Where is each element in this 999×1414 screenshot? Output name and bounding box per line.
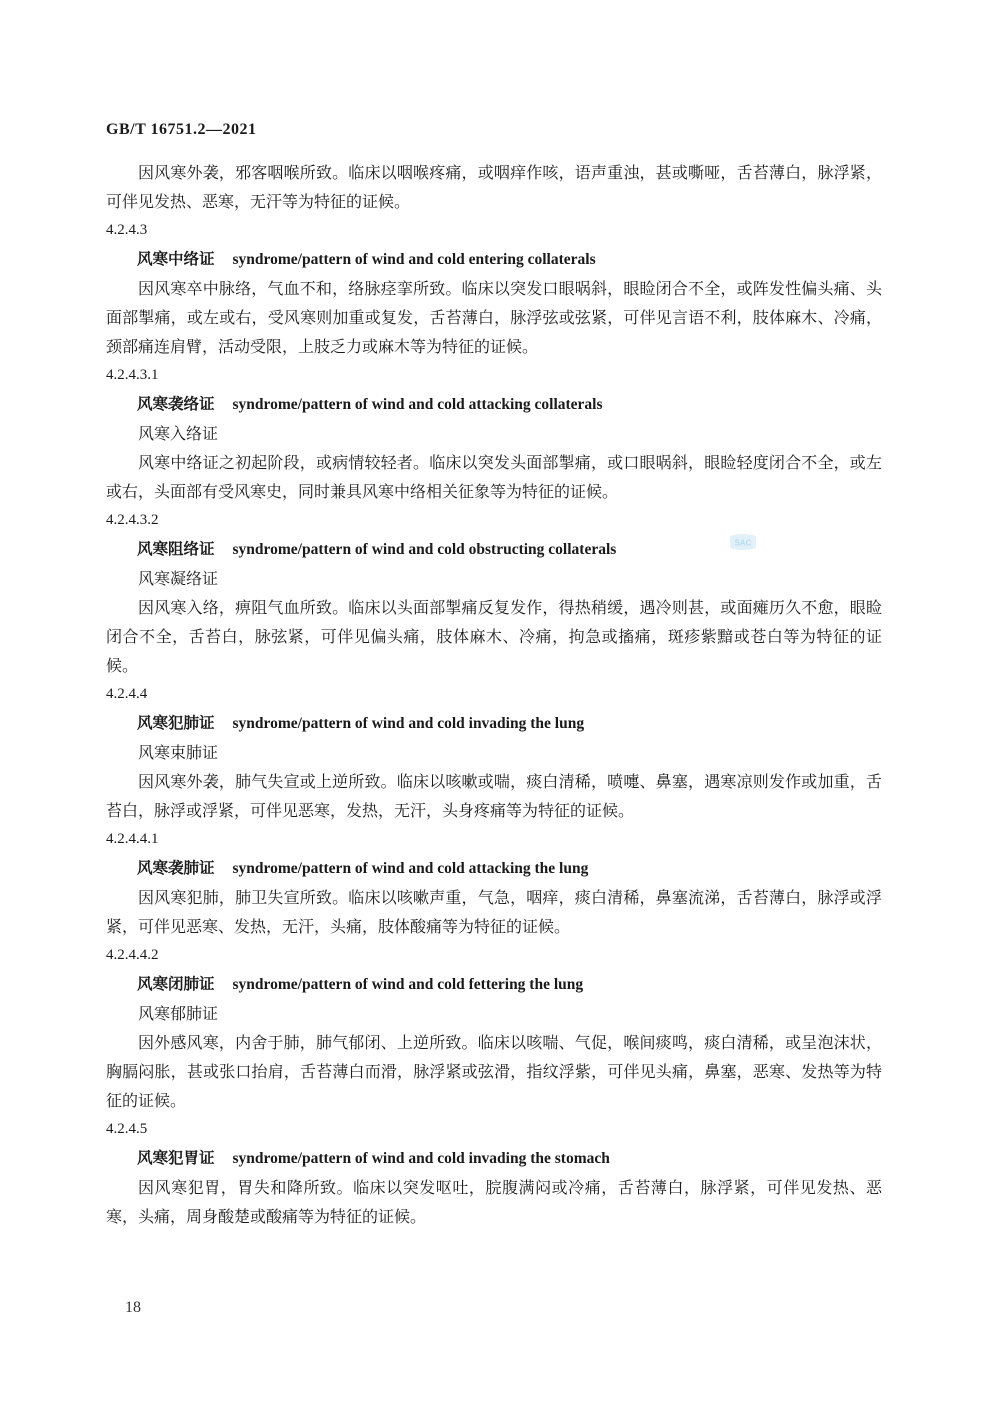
synonym-term: 风寒郁肺证 [138, 1004, 219, 1023]
page-number: 18 [125, 1299, 141, 1316]
definition-paragraph: 因风寒外袭，邪客咽喉所致。临床以咽喉疼痛，或咽痒作咳，语声重浊，甚或嘶哑，舌苔薄白，脉浮紧，可伴见发热、恶寒，无汗等为特征的证候。 [106, 163, 882, 211]
term-english: syndrome/pattern of wind and cold invading the stomach [232, 1150, 610, 1167]
definition-paragraph: 因风寒犯肺，肺卫失宣所致。临床以咳嗽声重，气急，咽痒，痰白清稀，鼻塞流涕，舌苔薄白，脉浮或浮紧，可伴见恶寒、发热，无汗，头痛，肢体酸痛等为特征的证候。 [106, 888, 882, 936]
definition-paragraph: 因外感风寒，内舍于肺，肺气郁闭、上逆所致。临床以咳喘、气促，喉间痰鸣，痰白清稀，或呈泡沫状，胸膈闷胀，甚或张口抬肩，舌苔薄白而滑，脉浮紧或弦滑，指纹浮紫，可伴见头痛，鼻塞，恶寒、发热等为特征的证候。 [106, 1033, 882, 1110]
clause-number: 4.2.4.4 [106, 686, 148, 702]
definition-paragraph: 因风寒卒中脉络，气血不和，络脉痉挛所致。临床以突发口眼㖞斜，眼睑闭合不全，或阵发性偏头痛、头面部掣痛，或左或右，受风寒则加重或复发，舌苔薄白，脉浮弦或弦紧，可伴见言语不利，肢体麻木、冷痛，颈部痛连肩臂，活动受限，上肢乏力或麻木等为特征的证候。 [106, 279, 882, 356]
definition-paragraph: 因风寒外袭，肺气失宣或上逆所致。临床以咳嗽或喘，痰白清稀，喷嚏、鼻塞，遇寒凉则发作或加重，舌苔白，脉浮或浮紧，可伴见恶寒，发热，无汗，头身疼痛等为特征的证候。 [106, 772, 882, 820]
definition-paragraph: 风寒中络证之初起阶段，或病情较轻者。临床以突发头面部掣痛，或口眼㖞斜，眼睑轻度闭合不全，或左或右，头面部有受风寒史，同时兼具风寒中络相关征象等为特征的证候。 [106, 453, 882, 501]
term-heading [106, 390, 882, 419]
synonym-term: 风寒入络证 [138, 424, 219, 443]
term-heading [106, 535, 882, 564]
term-heading [106, 1144, 882, 1173]
term-chinese: 风寒袭络证 [137, 395, 215, 413]
term-heading [106, 970, 882, 999]
term-chinese: 风寒犯胃证 [137, 1149, 215, 1167]
term-chinese: 风寒袭肺证 [137, 859, 215, 877]
clause-number: 4.2.4.4.1 [106, 831, 159, 847]
term-heading [106, 245, 882, 274]
term-chinese: 风寒中络证 [137, 250, 215, 268]
term-chinese: 风寒阻络证 [137, 540, 215, 558]
term-heading [106, 709, 882, 738]
term-english: syndrome/pattern of wind and cold invading the lung [232, 715, 585, 732]
sac-watermark-logo [728, 533, 758, 551]
svg-text:SAC: SAC [734, 538, 752, 548]
document-body [106, 158, 882, 1231]
clause-number: 4.2.4.3.1 [106, 367, 159, 383]
term-chinese: 风寒闭肺证 [137, 975, 215, 993]
term-english: syndrome/pattern of wind and cold fettering the lung [232, 976, 584, 993]
term-chinese: 风寒犯肺证 [137, 714, 215, 732]
standard-number-header: GB/T 16751.2—2021 [106, 121, 257, 138]
term-english: syndrome/pattern of wind and cold attacking collaterals [232, 396, 603, 413]
definition-paragraph: 因风寒入络，痹阻气血所致。临床以头面部掣痛反复发作，得热稍缓，遇冷则甚，或面瘫历久不愈，眼睑闭合不全，舌苔白，脉弦紧，可伴见偏头痛，肢体麻木、冷痛，拘急或搐痛，斑疹紫黯或苍白等为特征的证候。 [106, 598, 882, 675]
term-english: syndrome/pattern of wind and cold entering collaterals [232, 251, 596, 268]
clause-number: 4.2.4.3 [106, 222, 148, 238]
synonym-term: 风寒束肺证 [138, 743, 219, 762]
clause-number: 4.2.4.5 [106, 1121, 148, 1137]
synonym-term: 风寒凝络证 [138, 569, 219, 588]
clause-number: 4.2.4.4.2 [106, 947, 159, 963]
term-english: syndrome/pattern of wind and cold attacking the lung [232, 860, 589, 877]
term-heading [106, 854, 882, 883]
clause-number: 4.2.4.3.2 [106, 512, 159, 528]
term-english: syndrome/pattern of wind and cold obstructing collaterals [232, 541, 617, 558]
definition-paragraph: 因风寒犯胃，胃失和降所致。临床以突发呕吐，脘腹满闷或冷痛，舌苔薄白，脉浮紧，可伴见发热、恶寒，头痛，周身酸楚或酸痛等为特征的证候。 [106, 1178, 882, 1226]
